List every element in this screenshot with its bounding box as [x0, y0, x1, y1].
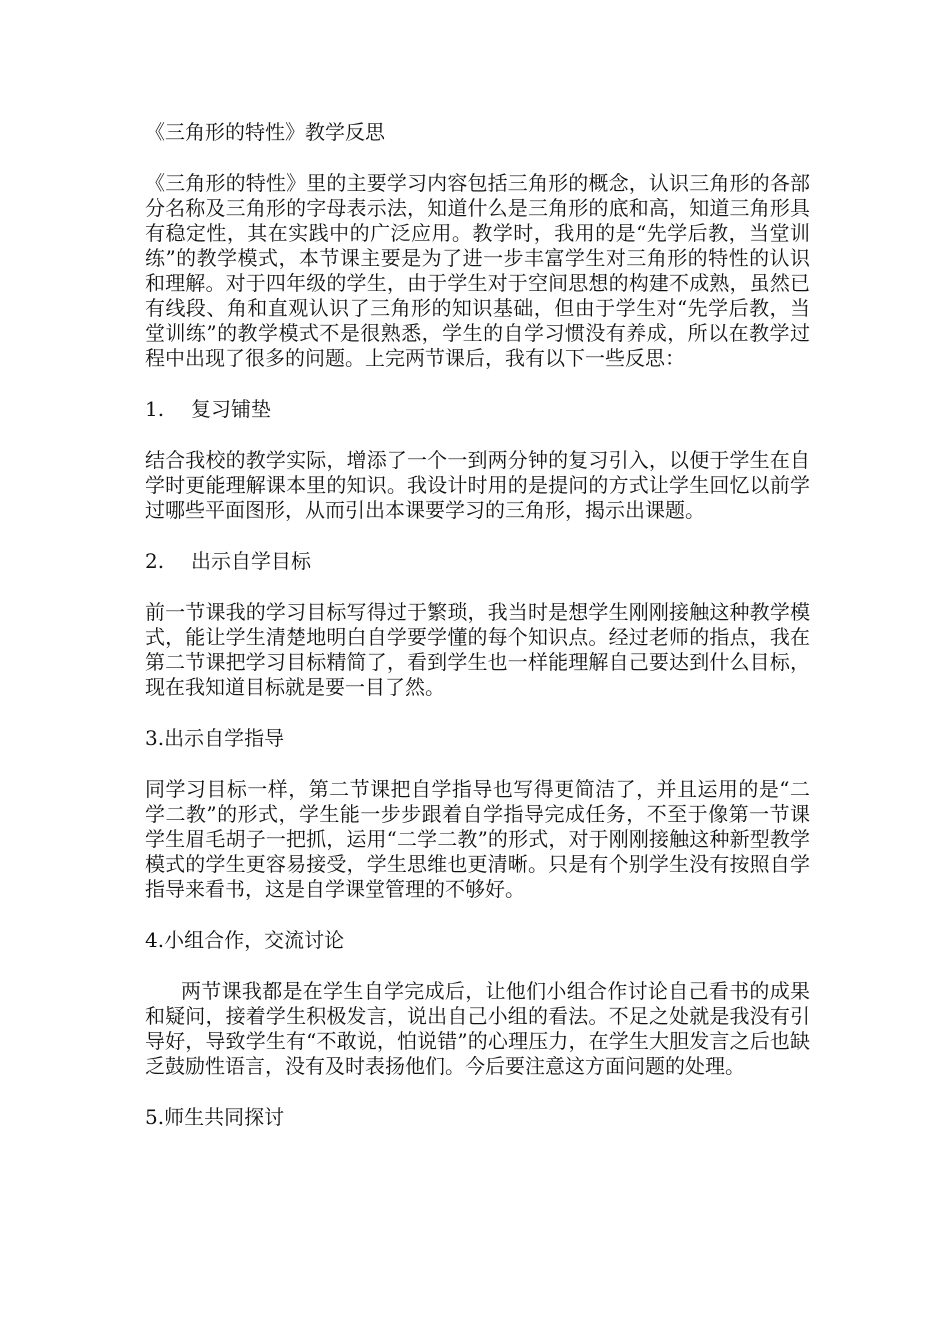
- section-4-body: 两节课我都是在学生自学完成后，让他们小组合作讨论自己看书的成果和疑问，接着学生积极发言，说出自己小组的看法。不足之处就是我没有引导好，导致学生有“不敢说，怕说错”的心理压力，在学生大胆发言之后也缺乏鼓励性语言，没有及时表扬他们。今后要注意这方面问题的处理。: [145, 979, 810, 1078]
- section-4-number: 4.: [145, 928, 165, 952]
- section-1-heading: [145, 397, 810, 422]
- section-5-number: 5.: [145, 1105, 165, 1129]
- section-5-title: 师生共同探讨: [164, 1105, 285, 1129]
- section-2-title: 出示自学目标: [191, 549, 311, 573]
- section-2-heading: [145, 549, 810, 574]
- section-3-body: 同学习目标一样，第二节课把自学指导也写得更简洁了，并且运用的是“二学二教”的形式，学生能一步步跟着自学指导完成任务，不至于像第一节课学生眉毛胡子一把抓，运用“二学二教”的形式，对于刚刚接触这种新型教学模式的学生更容易接受，学生思维也更清晰。只是有个别学生没有按照自学指导来看书，这是自学课堂管理的不够好。: [145, 777, 810, 901]
- section-2-body: 前一节课我的学习目标写得过于繁琐，我当时是想学生刚刚接触这种教学模式，能让学生清楚地明白自学要学懂的每个知识点。经过老师的指点，我在第二节课把学习目标精简了，看到学生也一样能理解自己要达到什么目标，现在我知道目标就是要一目了然。: [145, 600, 810, 699]
- section-3-heading: [145, 726, 810, 751]
- section-1-title: 复习铺垫: [191, 397, 271, 421]
- section-3-title: 出示自学指导: [164, 726, 285, 750]
- section-4-title: 小组合作，交流讨论: [164, 928, 345, 952]
- intro-paragraph: 《三角形的特性》里的主要学习内容包括三角形的概念，认识三角形的各部分名称及三角形的字母表示法，知道什么是三角形的底和高，知道三角形具有稳定性，其在实践中的广泛应用。教学时，我用的是“先学后教，当堂训练”的教学模式，本节课主要是为了进一步丰富学生对三角形的特性的认识和理解。对于四年级的学生，由于学生对于空间思想的构建不成熟，虽然已有线段、角和直观认识了三角形的知识基础，但由于学生对“先学后教，当堂训练”的教学模式不是很熟悉，学生的自学习惯没有养成，所以在教学过程中出现了很多的问题。上完两节课后，我有以下一些反思：: [145, 171, 810, 370]
- section-4-heading: [145, 928, 810, 953]
- document-title: 《三角形的特性》教学反思: [145, 120, 385, 144]
- document-page: [145, 120, 810, 1156]
- section-3-number: 3.: [145, 726, 165, 750]
- section-1-body: 结合我校的教学实际，增添了一个一到两分钟的复习引入，以便于学生在自学时更能理解课本里的知识。我设计时用的是提问的方式让学生回忆以前学过哪些平面图形，从而引出本课要学习的三角形，揭示出课题。: [145, 448, 810, 522]
- section-2-number: 2.: [145, 549, 165, 573]
- section-1-number: 1.: [145, 397, 165, 421]
- section-5-heading: [145, 1105, 810, 1130]
